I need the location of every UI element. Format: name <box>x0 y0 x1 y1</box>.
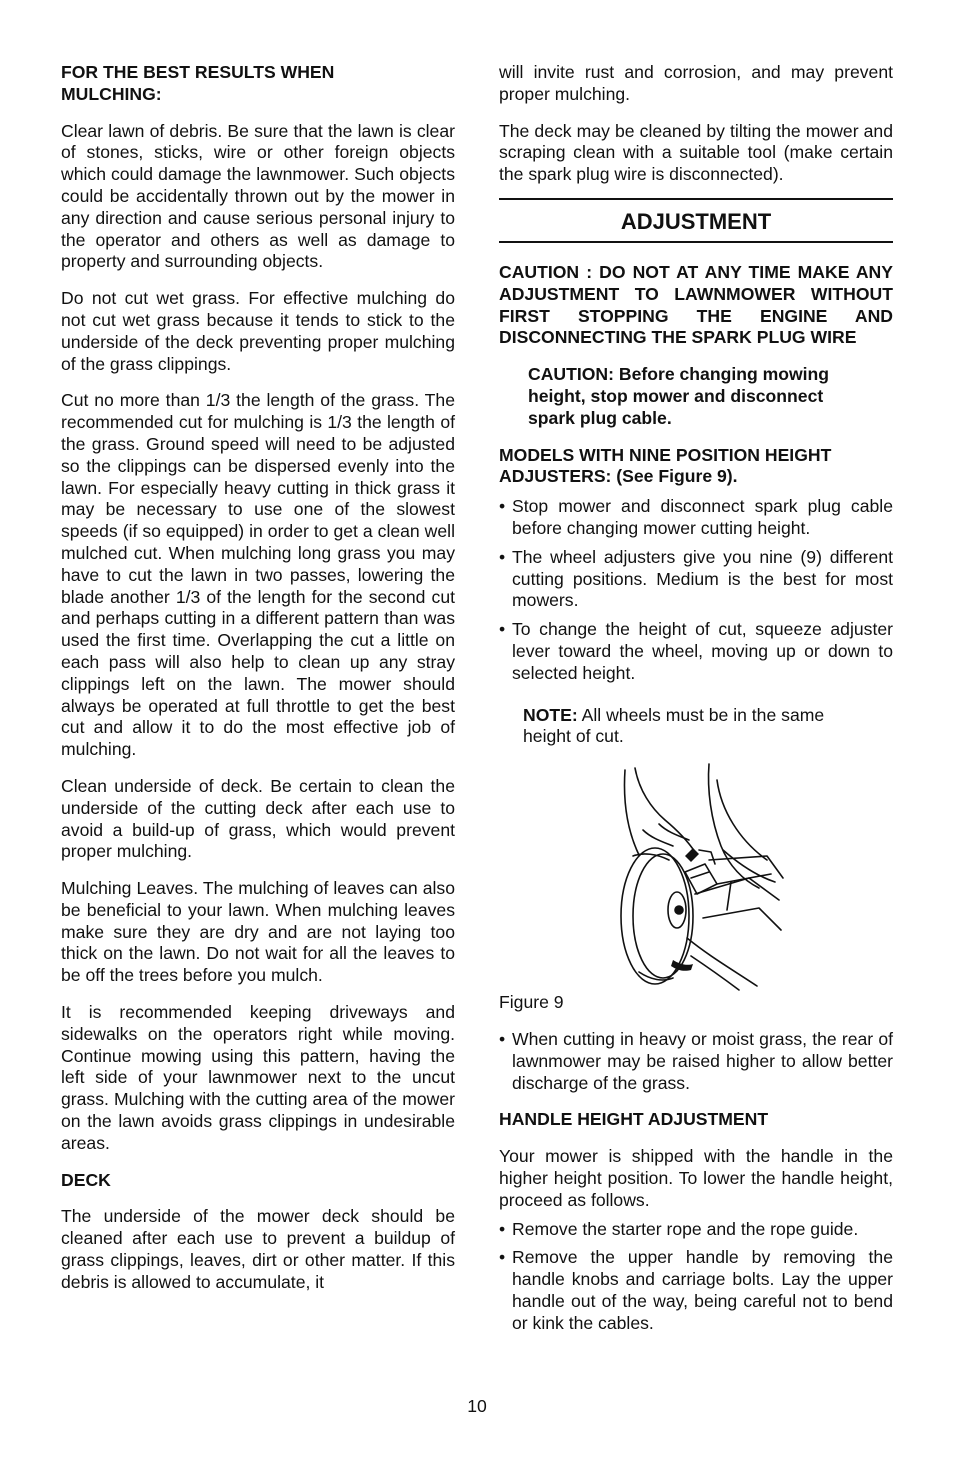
handle-heading: HANDLE HEIGHT ADJUSTMENT <box>499 1109 769 1130</box>
paragraph-clear-lawn: Clear lawn of debris. Be sure that the lawn is clear of stones, sticks, wire or other foreign objects which could damage the lawnmower. Such objects could be accidentally thrown out by the mower in any direction and cause serious personal injury to the operator and others as well as damage to property and surrounding objects. <box>61 120 455 272</box>
bullet-text: Stop mower and disconnect spark plug cable before changing mower cutting height. <box>512 496 893 538</box>
bullet-dot: • <box>499 1218 506 1239</box>
bullet-item <box>499 496 893 540</box>
bullet-dot: • <box>499 496 506 517</box>
paragraph-deck-tilt: The deck may be cleaned by tilting the mower and scraping clean with a suitable tool (make certain the spark plug wire is disconnected). <box>499 120 893 185</box>
bullet-item <box>499 547 893 612</box>
left-column <box>61 62 455 1294</box>
bullet-text: When cutting in heavy or moist grass, the rear of lawnmower may be raised higher to allow better discharge of the grass. <box>512 1028 893 1093</box>
page-number: 10 <box>467 1396 487 1416</box>
bullet-text: Remove the upper handle by removing the handle knobs and carriage bolts. Lay the upper handle out of the way, being careful not to bend or kink the cables. <box>512 1247 893 1333</box>
bullet-text: The wheel adjusters give you nine (9) different cutting positions. Medium is the best for most mowers. <box>512 546 893 611</box>
right-column <box>499 62 893 1334</box>
caution-mowing-height: CAUTION: Before changing mowing height, stop mower and disconnect spark plug cable. <box>528 364 830 428</box>
figure-9-illustration <box>499 760 893 992</box>
caution-main: CAUTION : DO NOT AT ANY TIME MAKE ANY ADJUSTMENT TO LAWNMOWER WITHOUT FIRST STOPPING THE ENGINE AND DISCONNECTING THE SPARK PLUG WIRE <box>499 261 893 348</box>
paragraph-deck-continued: will invite rust and corrosion, and may prevent proper mulching. <box>499 62 893 104</box>
bullet-dot: • <box>499 546 506 567</box>
bullet-text: To change the height of cut, squeeze adjuster lever toward the wheel, moving up or down to selected height. <box>512 619 893 683</box>
figure-caption: Figure 9 <box>499 992 564 1013</box>
paragraph-clean-deck: Clean underside of deck. Be certain to clean the underside of the cutting deck after each use to avoid a build-up of grass, which would prevent proper mulching. <box>61 775 455 862</box>
note-label: NOTE: <box>523 704 578 725</box>
bullet-dot: • <box>499 1247 506 1268</box>
note <box>523 705 873 749</box>
wheel-adjuster-drawing <box>599 760 789 992</box>
bullet-dot: • <box>499 1028 506 1049</box>
paragraph-handle: Your mower is shipped with the handle in the higher height position. To lower the handle height, proceed as follows. <box>499 1146 893 1210</box>
bullet-dot: • <box>499 619 506 640</box>
bullet-text: Remove the starter rope and the rope guide. <box>512 1218 859 1239</box>
bullet-item <box>499 1029 893 1094</box>
section-rule-top <box>499 198 893 200</box>
section-rule-bottom <box>499 241 893 243</box>
models-heading: MODELS WITH NINE POSITION HEIGHT ADJUSTERS: (See Figure 9). <box>499 444 832 487</box>
paragraph-wet-grass: Do not cut wet grass. For effective mulching do not cut wet grass because it tends to stick to the underside of the deck preventing proper mulching of the grass clippings. <box>61 288 455 374</box>
note-text: All wheels must be in the same height of cut. <box>523 704 825 747</box>
paragraph-mulching-leaves: Mulching Leaves. The mulching of leaves can also be beneficial to your lawn. When mulching leaves make sure they are dry and are not laying too thick on the lawn. Do not wait for all the leaves to be off the trees before you mulch. <box>61 878 455 986</box>
paragraph-cut-third: Cut no more than 1/3 the length of the grass. The recommended cut for mulching is 1/3 the length of the grass. Ground speed will need to be adjusted so the clippings can be dispersed evenly into the lawn. For especially heavy cutting in thick grass it may be necessary to use one of the slowest speeds (if so equipped) in order to get a clean well mulched cut. When mulching long grass you may have to cut the lawn in two passes, lowering the blade another 1/3 of the length for the second cut and perhaps cutting in a different pattern than was used the first time. Overlapping the cut a little on each pass will also help to clean up any stray clippings left on the lawn. The mower should always be operated at full throttle to get the best cut and allow it to do the most effective job of mulching. <box>61 390 455 760</box>
deck-heading: DECK <box>61 1169 111 1190</box>
section-title-adjustment: ADJUSTMENT <box>620 208 772 234</box>
paragraph-driveways: It is recommended keeping driveways and sidewalks on the operators right while moving. Continue mowing using this pattern, having the left side of your lawnmower next to the uncut grass. Mulching with the cutting area of the mower on the lawn avoids grass clippings in undesirable areas. <box>61 1002 455 1153</box>
bullet-item <box>499 1247 893 1334</box>
best-results-heading: FOR THE BEST RESULTS WHEN MULCHING: <box>61 62 335 104</box>
bullet-item <box>499 619 893 684</box>
bullet-item <box>499 1219 893 1241</box>
paragraph-deck: The underside of the mower deck should be cleaned after each use to prevent a buildup of grass clippings, leaves, dirt or other matter. If this debris is allowed to accumulate, it <box>61 1206 455 1292</box>
